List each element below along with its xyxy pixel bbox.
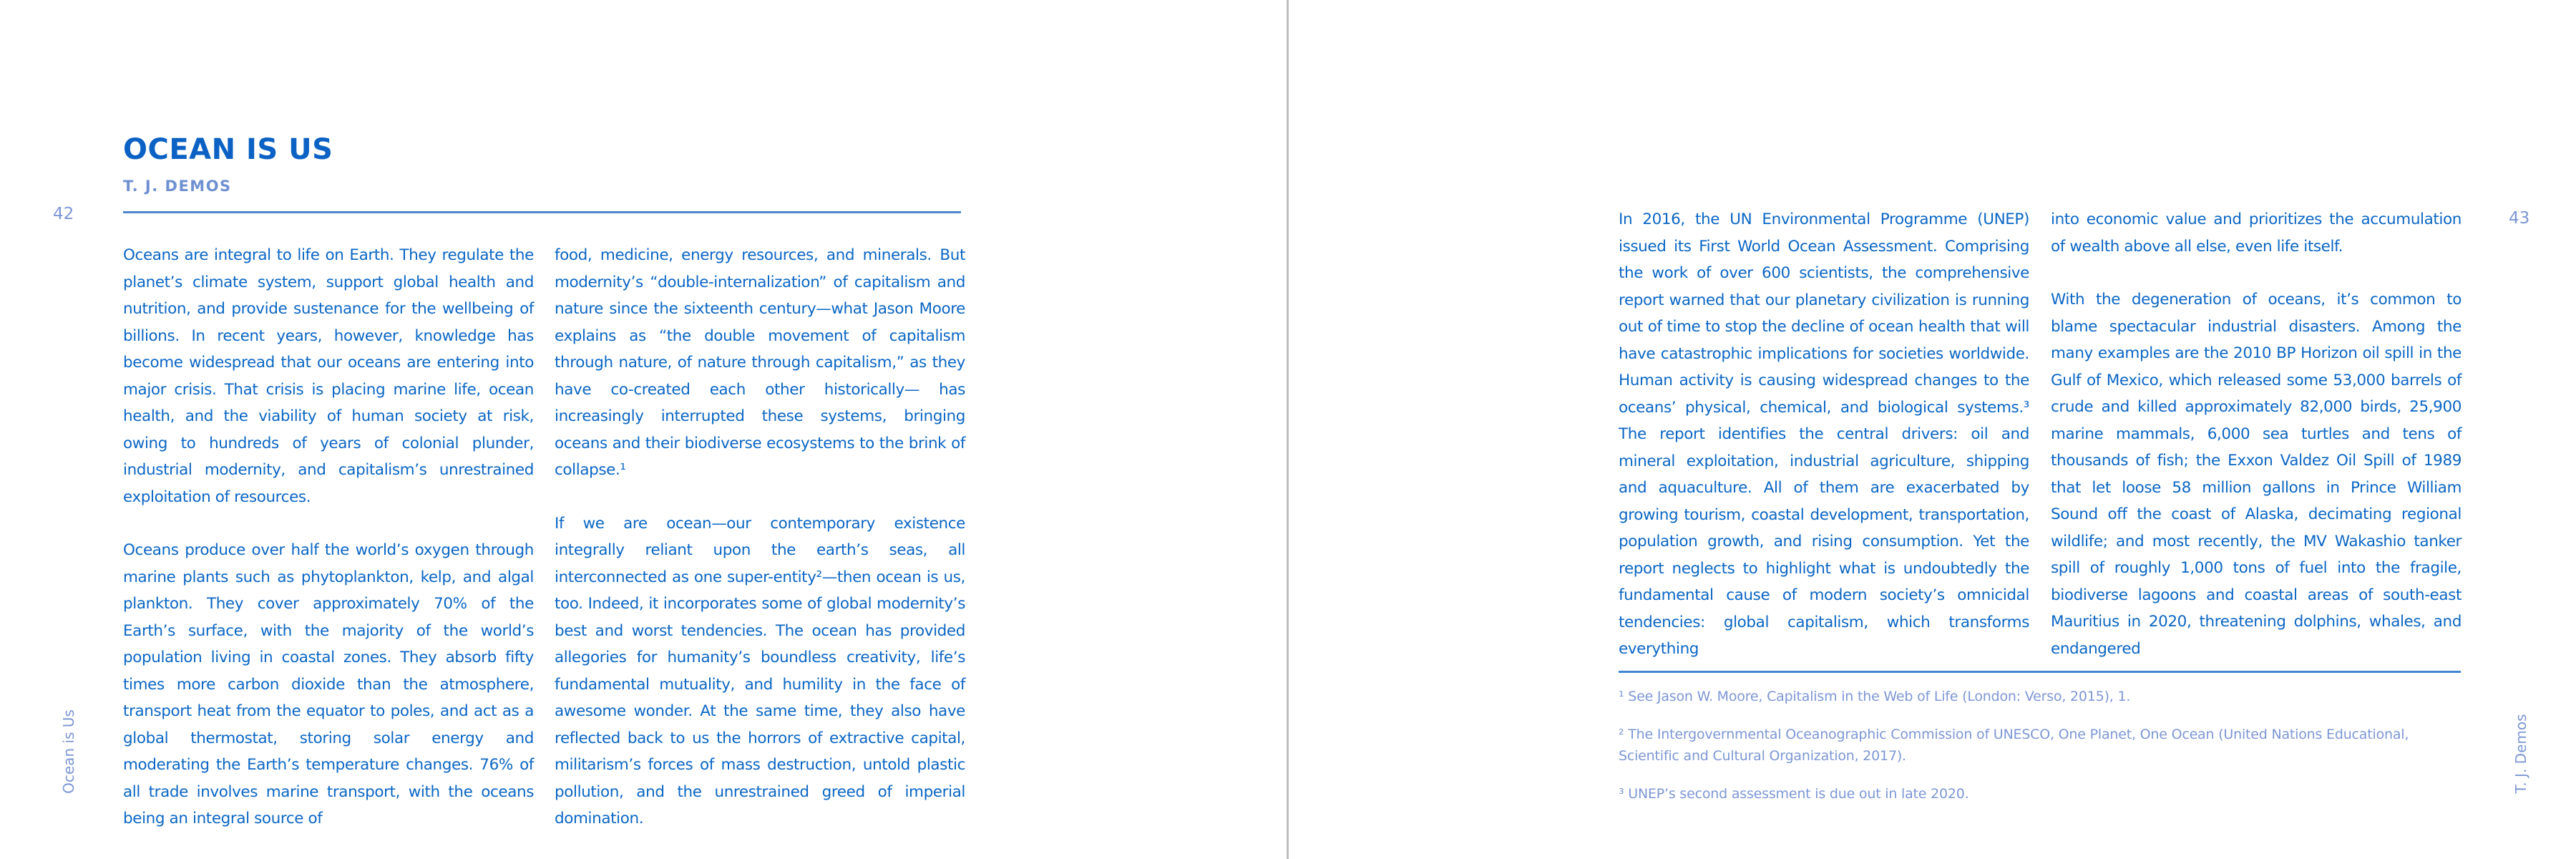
paragraph: In 2016, the UN Environmental Programme (UNEP) issued its First World Ocean Assessment. Comprising the work of over 600 scientists, the comprehensive report warned that our planetary civilization is running out of time to stop the decline of ocean health that will have catastrophic implications for societies worldwide. Human activity is causing widespread changes to the oceans’ physical, chemical, and biological systems.³ The report identifies the central drivers: oil and mineral exploitation, industrial agriculture, shipping and aquaculture. All of them are exacerbated by growing tourism, coastal development, transportation, population growth, and rising consumption. Yet the report neglects to highlight what is undoubtedly the fundamental cause of modern society’s omnicidal tendencies: global capitalism, which transforms everything — [1619, 210, 2029, 658]
footnote: ² The Intergovernmental Oceanographic Commission of UNESCO, One Planet, One Ocean (United Nations Educational, Scientific and Cultural Organization, 2017). — [1619, 727, 2409, 764]
footnotes — [1619, 686, 2463, 805]
footnote: ³ UNEP’s second assessment is due out in late 2020. — [1619, 786, 1969, 802]
paragraph: Oceans produce over half the world’s oxygen through marine plants such as phytoplankton, kelp, and algal plankton. They cover approximately 70% of the Earth’s surface, with the majority of the world’s population living in coastal zones. They absorb fifty times more carbon dioxide than the atmosphere, transport heat from the equator to poles, and act as a global thermostat, storing solar energy and moderating the Earth’s temperature changes. 76% of all trade involves marine transport, with the oceans being an integral source of — [123, 541, 534, 828]
paragraph: into economic value and prioritizes the accumulation of wealth above all else, even life itself. — [2051, 210, 2462, 256]
right-page-column-2 — [2051, 206, 2462, 662]
page-number-left: 42 — [53, 205, 74, 223]
article-author: T. J. DEMOS — [123, 178, 232, 195]
paragraph: Oceans are integral to life on Earth. They regulate the planet’s climate system, support global health and nutrition, and provide sustenance for the wellbeing of billions. In recent years, however, knowledge has become widespread that our oceans are entering into major crisis. That crisis is placing marine life, ocean health, and the viability of human society at risk, owing to hundreds of years of colonial plunder, industrial modernity, and capitalism’s unrestrained exploitation of resources. — [123, 246, 534, 506]
running-footer-author: T. J. Demos — [2512, 714, 2529, 794]
title-rule — [123, 211, 961, 213]
footnote-rule — [1619, 671, 2461, 673]
paragraph: food, medicine, energy resources, and minerals. But modernity’s “double-internalization” of capitalism and nature since the sixteenth century—what Jason Moore explains as “the double movement of capitalism through nature, of nature through capitalism,” as they have co-created each other historically— has increasingly interrupted these systems, bringing oceans and their biodiverse ecosystems to the brink of collapse.¹ — [555, 246, 965, 479]
right-page-column-1 — [1619, 206, 2029, 663]
left-page-column-1 — [123, 242, 534, 833]
paragraph: If we are ocean—our contemporary existence integrally reliant upon the earth’s seas, all interconnected as one super-entity²—then ocean is us, too. Indeed, it incorporates some of global modernity’s best and worst tendencies. The ocean has provided allegories for humanity’s boundless creativity, life’s fundamental mutuality, and humility in the face of awesome wonder. At the same time, they also have reflected back to us the horrors of extractive capital, militarism’s forces of mass destruction, untold plastic pollution, and the unrestrained greed of imperial domination. — [555, 514, 965, 828]
left-page-column-2 — [555, 242, 965, 833]
page-gutter-divider — [1287, 0, 1289, 859]
footnote: ¹ See Jason W. Moore, Capitalism in the Web of Life (London: Verso, 2015), 1. — [1619, 689, 2131, 704]
article-title: OCEAN IS US — [123, 133, 333, 166]
running-footer-title: Ocean is Us — [60, 709, 77, 794]
paragraph: With the degeneration of oceans, it’s common to blame spectacular industrial disasters. Among the many examples are the 2010 BP Horizon oil spill in the Gulf of Mexico, which released some 53,000 barrels of crude and killed approximately 82,000 birds, 25,900 marine mammals, 6,000 sea turtles and tens of thousands of fish; the Exxon Valdez Oil Spill of 1989 that let loose 58 million gallons in Prince William Sound off the coast of Alaska, decimating regional wildlife; and most recently, the MV Wakashio tanker spill of roughly 1,000 tons of fuel into the fragile, biodiverse lagoons and coastal areas of south-east Mauritius in 2020, threatening dolphins, whales, and endangered — [2051, 291, 2462, 658]
page-number-right: 43 — [2509, 209, 2530, 228]
